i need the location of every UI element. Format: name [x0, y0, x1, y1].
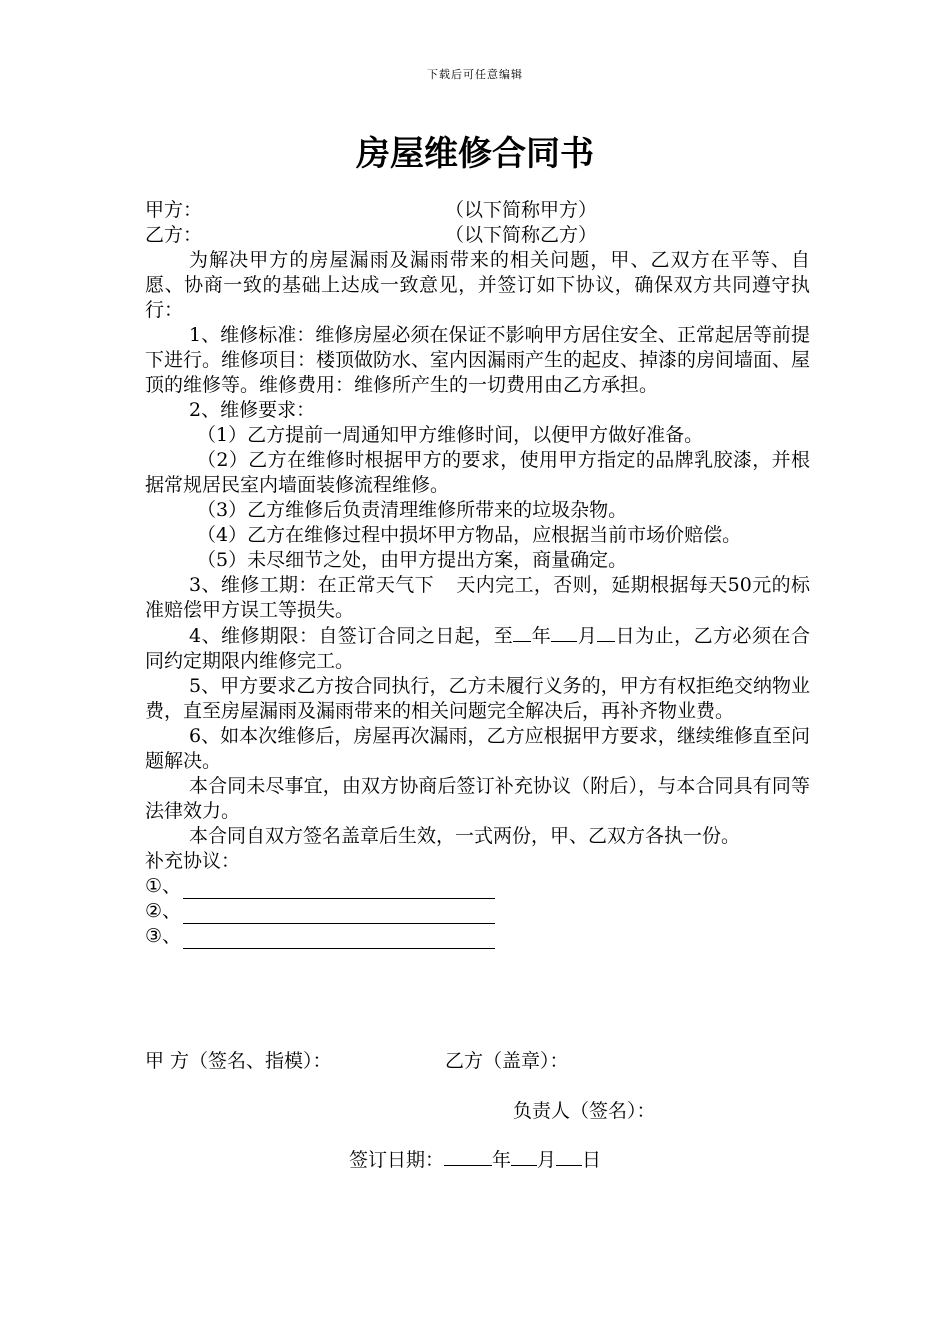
party-b-signature-label: 乙方（盖章）：	[445, 1050, 569, 1072]
date-month: 月	[537, 1149, 557, 1171]
clause-4-start: 4、维修期限：自签订合同之日起，至	[189, 625, 514, 647]
supplement-item	[145, 899, 810, 924]
date-label: 签订日期：	[348, 1149, 444, 1171]
clause-4-end: 日为止，乙方必须在合同约定期限内维修完工。	[145, 625, 810, 672]
supplement-blank-line[interactable]	[183, 903, 495, 924]
supplement-marker: ①、	[145, 875, 182, 897]
date-day-blank[interactable]	[556, 1147, 582, 1166]
clause-5: 5、甲方要求乙方按合同执行，乙方未履行义务的，甲方有权拒绝交纳物业费，直至房屋漏雨及漏雨带来的相关问题完全解决后，再补齐物业费。	[145, 675, 810, 722]
clause-1: 1、维修标准：维修房屋必须在保证不影响甲方居住安全、正常起居等前提下进行。维修项目：楼顶做防水、室内因漏雨产生的起皮、掉漆的房间墙面、屋顶的维修等。维修费用：维修所产生的一切费用由乙方承担。	[145, 324, 811, 396]
supplement-blank-line[interactable]	[183, 928, 495, 949]
contract-body	[145, 198, 810, 949]
supplement-marker: ②、	[145, 900, 182, 922]
month-blank[interactable]	[551, 623, 577, 642]
requirement-4: （4）乙方在维修过程中损坏甲方物品，应根据当前市场价赔偿。	[197, 524, 742, 546]
clause-4	[145, 623, 810, 674]
date-day: 日	[582, 1149, 602, 1171]
date-year-blank[interactable]	[444, 1147, 492, 1166]
requirement-2: （2）乙方在维修时根据甲方的要求，使用甲方指定的品牌乳胶漆，并根据常规居民室内墙面装修流程维修。	[145, 449, 810, 496]
requirement-1: （1）乙方提前一周通知甲方维修时间，以便甲方做好准备。	[197, 424, 704, 446]
year-blank[interactable]	[513, 623, 531, 642]
page-header: 下载后可任意编辑	[427, 68, 523, 81]
party-b-label: 乙方：	[145, 224, 203, 246]
supplement-paragraph: 本合同未尽事宜，由双方协商后签订补充协议（附后），与本合同具有同等法律效力。	[145, 775, 810, 822]
document-title: 房屋维修合同书	[356, 134, 594, 174]
supplement-item	[145, 874, 810, 899]
party-a-suffix: （以下简称甲方）	[445, 199, 598, 221]
party-b-line	[145, 223, 810, 248]
date-month-blank[interactable]	[511, 1147, 537, 1166]
responsible-signature-label: 负责人（签名）：	[513, 1100, 656, 1122]
supplement-marker: ③、	[145, 925, 182, 947]
requirement-3: （3）乙方维修后负责清理维修所带来的垃圾杂物。	[197, 499, 628, 521]
signing-date	[0, 1145, 950, 1172]
clause-4-month: 月	[577, 625, 598, 647]
clause-3-end: 天内完工，否则，延期根据每天50元的标准赔偿甲方误工等损失。	[145, 574, 810, 621]
day-blank[interactable]	[597, 623, 615, 642]
date-year: 年	[491, 1149, 511, 1171]
party-a-signature-label: 甲 方（签名、指模）：	[145, 1050, 332, 1072]
party-a-label: 甲方：	[145, 199, 203, 221]
supplement-blank-line[interactable]	[183, 878, 495, 899]
supplement-item	[145, 924, 810, 949]
party-a-line	[145, 198, 810, 223]
intro-paragraph: 为解决甲方的房屋漏雨及漏雨带来的相关问题，甲、乙双方在平等、自愿、协商一致的基础上达成一致意见，并签订如下协议，确保双方共同遵守执行：	[145, 249, 810, 321]
party-b-suffix: （以下简称乙方）	[445, 224, 598, 246]
requirement-5: （5）未尽细节之处，由甲方提出方案，商量确定。	[197, 549, 628, 571]
clause-2-title: 2、维修要求：	[189, 399, 316, 421]
supplement-title: 补充协议：	[145, 850, 241, 872]
clause-6: 6、如本次维修后，房屋再次漏雨，乙方应根据甲方要求，继续维修直至问题解决。	[145, 725, 810, 772]
clause-4-year: 年	[531, 625, 552, 647]
clause-3-start: 3、维修工期：在正常天气下	[189, 574, 435, 596]
signature-row	[145, 1046, 825, 1073]
clause-3	[145, 573, 810, 623]
effect-paragraph: 本合同自双方签名盖章后生效，一式两份，甲、乙双方各执一份。	[189, 825, 741, 847]
